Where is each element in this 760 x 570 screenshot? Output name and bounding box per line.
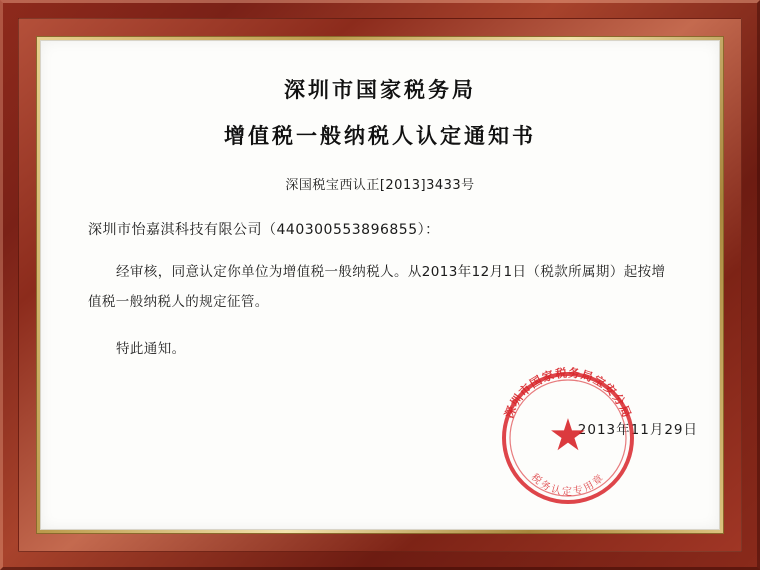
body-paragraph: 经审核，同意认定你单位为增值税一般纳税人。从2013年12月1日（税款所属期）起按增值税一般纳税人的规定征管。 — [88, 264, 666, 310]
seal-ring-text: 深圳市国家税务局宝安分局 — [501, 365, 635, 421]
certificate-title-subject: 增值税一般纳税人认定通知书 — [224, 124, 536, 148]
addressee-line: 深圳市怡嘉淇科技有限公司（440300553896855）： — [88, 222, 440, 238]
certificate-title-authority: 深圳市国家税务局 — [284, 78, 476, 102]
document-number: 深国税宝西认正[2013]3433号 — [285, 178, 475, 193]
seal-bottom-text: 税务认定专用章 — [528, 471, 608, 498]
issue-date: 2013年11月29日 — [577, 422, 698, 438]
closing-line: 特此通知。 — [116, 341, 186, 357]
seal-star-icon: ★ — [548, 410, 588, 461]
certificate-document — [40, 40, 720, 530]
